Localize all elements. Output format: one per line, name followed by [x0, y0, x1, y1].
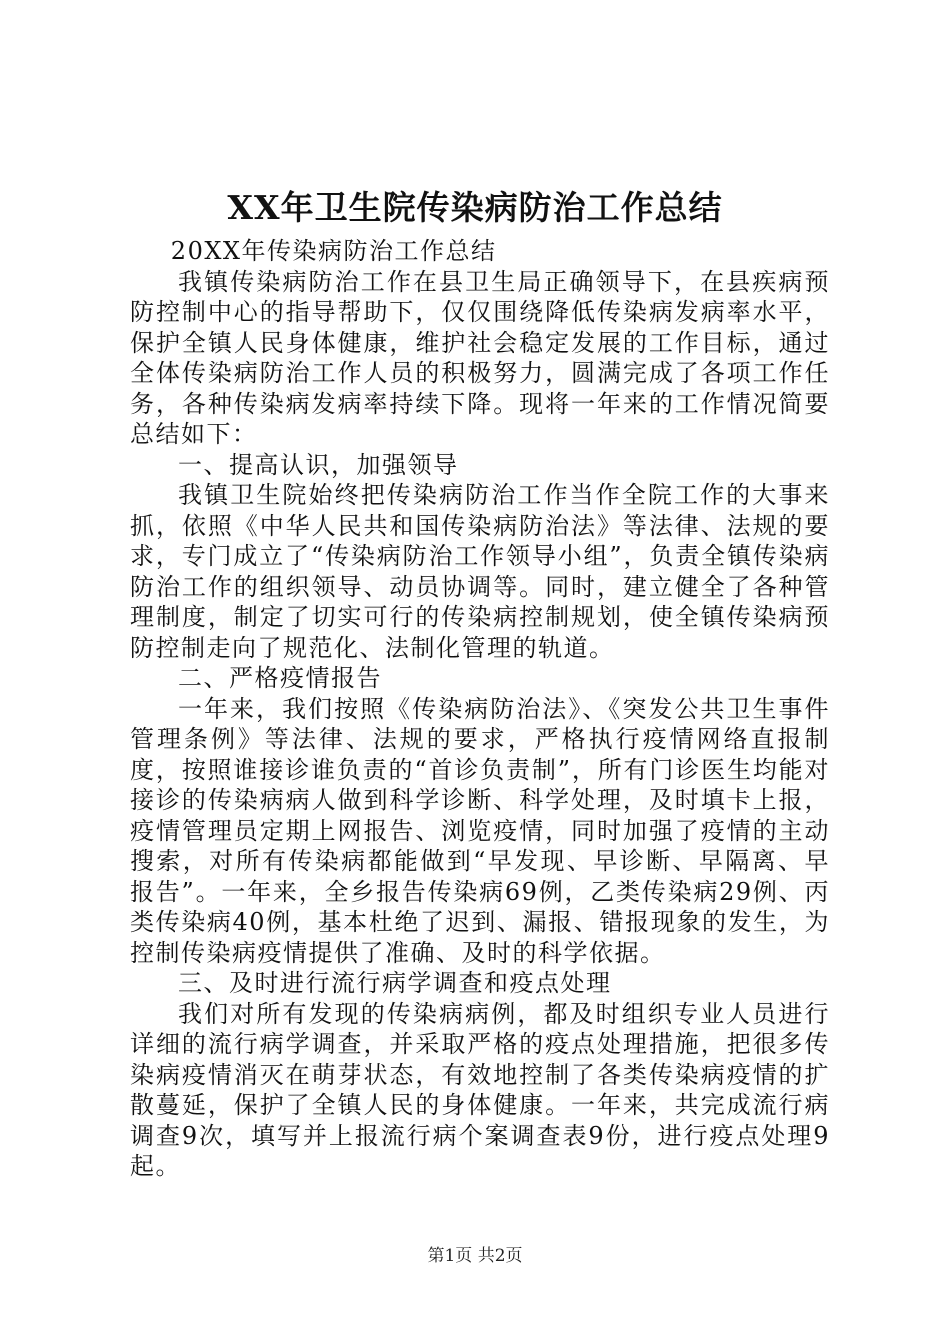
page-footer: 第1页 共2页 [427, 1246, 523, 1266]
section-heading-2: 二、严格疫情报告 [178, 664, 382, 692]
section-paragraph-1: 我镇卫生院始终把传染病防治工作当作全院工作的大事来抓，依照《中华人民共和国传染病防治法》等法律、法规的要求，专门成立了“传染病防治工作领导小组”，负责全镇传染病防治工作的组织领导、动员协调等。同时，建立健全了各种管理制度，制定了切实可行的传染病控制规划，使全镇传染病预防控制走向了规范化、法制化管理的轨道。 [130, 481, 830, 662]
section-heading-3: 三、及时进行流行病学调查和疫点处理 [178, 969, 612, 997]
section-paragraph-3: 我们对所有发现的传染病病例，都及时组织专业人员进行详细的流行病学调查，并采取严格的疫点处理措施，把很多传染病疫情消灭在萌芽状态，有效地控制了各类传染病疫情的扩散蔓延，保护了全镇人民的身体健康。一年来，共完成流行病调查9次，填写并上报流行病个案调查表9份，进行疫点处理9起。 [130, 999, 830, 1180]
document-subtitle: 20XX年传染病防治工作总结 [170, 237, 497, 265]
intro-paragraph: 我镇传染病防治工作在县卫生局正确领导下，在县疾病预防控制中心的指导帮助下，仅仅围绕降低传染病发病率水平，保护全镇人民身体健康，维护社会稳定发展的工作目标，通过全体传染病防治工作人员的积极努力，圆满完成了各项工作任务，各种传染病发病率持续下降。现将一年来的工作情况简要总结如下： [130, 267, 830, 448]
document-title: XX年卫生院传染病防治工作总结 [227, 188, 723, 227]
document-body [130, 236, 830, 1182]
section-heading-1: 一、提高认识，加强领导 [178, 450, 459, 479]
section-paragraph-2: 一年来，我们按照《传染病防治法》、《突发公共卫生事件管理条例》等法律、法规的要求，严格执行疫情网络直报制度，按照谁接诊谁负责的“首诊负责制”，所有门诊医生均能对接诊的传染病病人做到科学诊断、科学处理，及时填卡上报，疫情管理员定期上网报告、浏览疫情，同时加强了疫情的主动搜索，对所有传染病都能做到“早发现、早诊断、早隔离、早报告”。一年来，全乡报告传染病69例，乙类传染病29例、丙类传染病40例，基本杜绝了迟到、漏报、错报现象的发生，为控制传染病疫情提供了准确、及时的科学依据。 [130, 694, 830, 967]
